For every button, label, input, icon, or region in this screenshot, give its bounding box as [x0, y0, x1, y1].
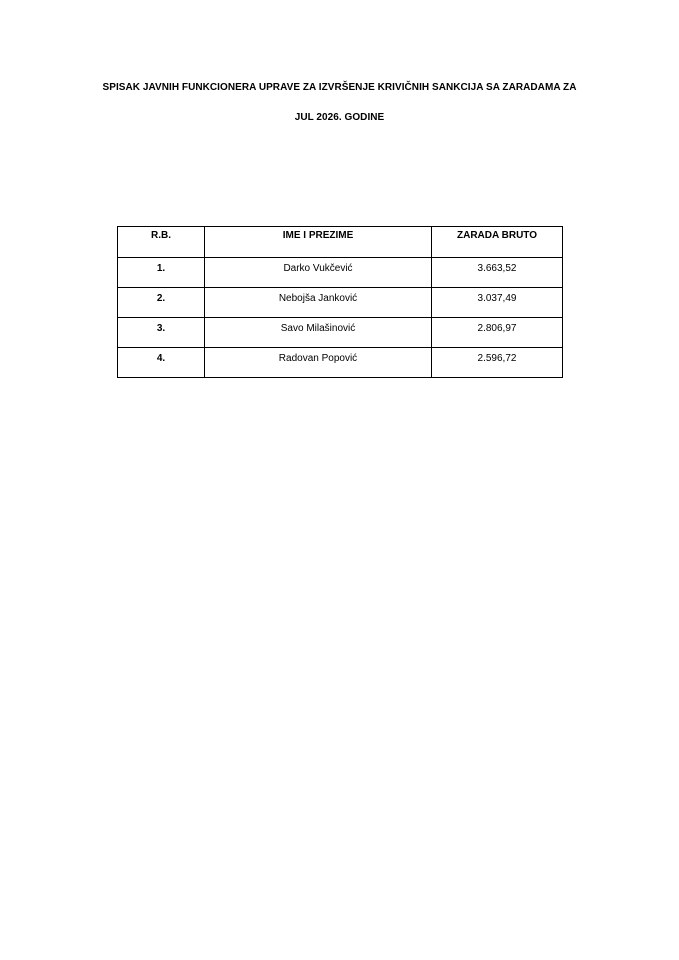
table-row — [118, 318, 563, 348]
row-name: Nebojša Janković — [205, 288, 432, 318]
row-number: 1. — [118, 258, 205, 288]
document-title-line-1: SPISAK JAVNIH FUNKCIONERA UPRAVE ZA IZVRŠENJE KRIVIČNIH SANKCIJA SA ZARADAMA ZA — [102, 82, 577, 93]
column-header-pay: ZARADA BRUTO — [432, 227, 563, 258]
row-name: Savo Milašinović — [205, 318, 432, 348]
document-title-line-2: JUL 2026. GODINE — [294, 112, 385, 123]
table-row — [118, 288, 563, 318]
column-header-rb: R.B. — [118, 227, 205, 258]
table-row — [118, 348, 563, 378]
row-pay: 2.806,97 — [432, 318, 563, 348]
row-pay: 3.037,49 — [432, 288, 563, 318]
salary-table — [117, 226, 563, 378]
row-name: Darko Vukčević — [205, 258, 432, 288]
column-header-name: IME I PREZIME — [205, 227, 432, 258]
row-pay: 2.596,72 — [432, 348, 563, 378]
row-name: Radovan Popović — [205, 348, 432, 378]
row-pay: 3.663,52 — [432, 258, 563, 288]
table-header-row — [118, 227, 563, 258]
row-number: 4. — [118, 348, 205, 378]
row-number: 2. — [118, 288, 205, 318]
row-number: 3. — [118, 318, 205, 348]
table-row — [118, 258, 563, 288]
